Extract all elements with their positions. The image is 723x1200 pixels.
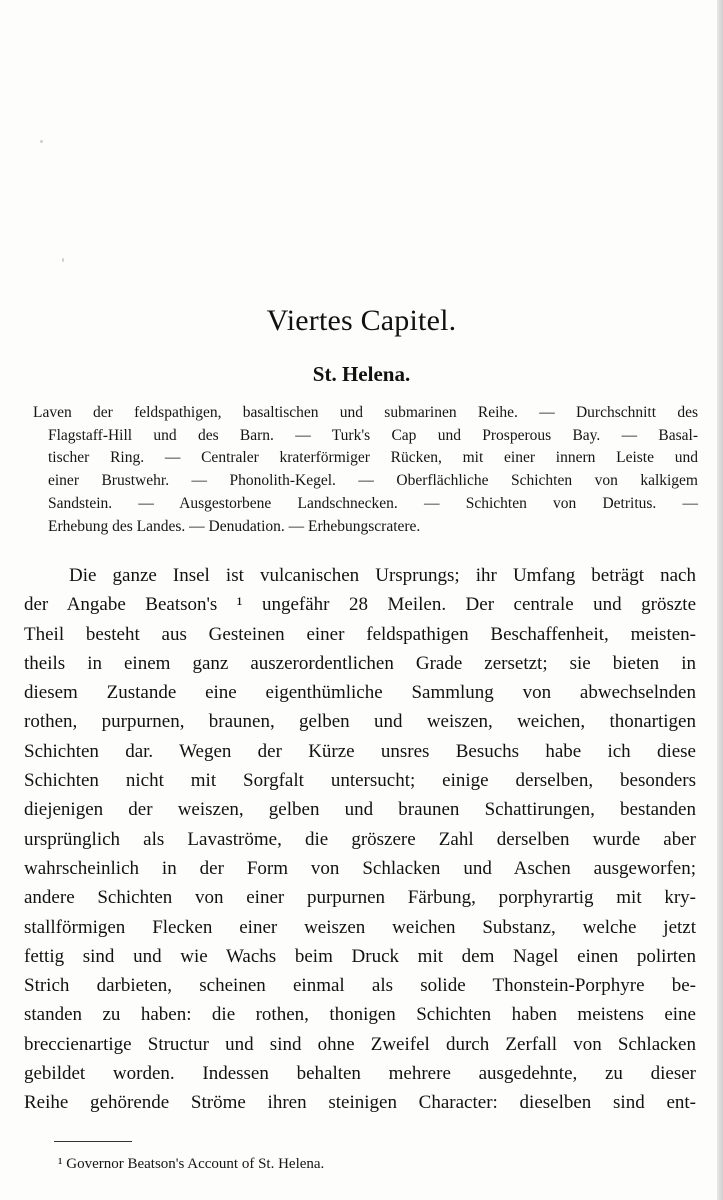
chapter-title: Viertes Capitel.	[266, 304, 457, 337]
paper-speck	[40, 140, 43, 143]
body-line: wahrscheinlich in der Form von Schlacken und Aschen ausgeworfen;	[24, 857, 696, 879]
body-line: Die ganze Insel ist vulcanischen Ursprungs; ihr Umfang beträgt nach	[69, 565, 696, 586]
body-line: fettig sind und wie Wachs beim Druck mit dem Nagel einen polirten	[24, 945, 696, 967]
body-line: der Angabe Beatson's ¹ ungefähr 28 Meilen. Der centrale und gröszte	[24, 594, 696, 616]
footnote: ¹ Governor Beatson's Account of St. Helena.	[58, 1156, 325, 1172]
body-line: theils in einem ganz auszerordentlichen Grade zersetzt; sie bieten in	[24, 652, 696, 674]
body-line: Strich darbieten, scheinen einmal als solide Thonstein-Porphyre be-	[24, 975, 696, 997]
body-line: Schichten nicht mit Sorgfalt untersucht; einige derselben, besonders	[24, 770, 696, 792]
body-paragraph	[24, 561, 696, 1118]
footnote-rule	[54, 1141, 132, 1142]
body-line: breccienartige Structur und sind ohne Zweifel durch Zerfall von Schlacken	[24, 1033, 696, 1055]
body-line: diejenigen der weiszen, gelben und braunen Schattirungen, bestanden	[24, 799, 696, 821]
body-line: andere Schichten von einer purpurnen Färbung, porphyrartig mit kry-	[24, 887, 696, 909]
page-edge-shadow	[717, 0, 723, 1200]
body-line: gebildet worden. Indessen behalten mehrere ausgedehnte, zu dieser	[24, 1063, 696, 1085]
chapter-subtitle: St. Helena.	[312, 362, 411, 386]
body-line: standen zu haben: die rothen, thonigen Schichten haben meistens eine	[24, 1004, 696, 1026]
summary-line: Flagstaff-Hill und des Barn. — Turk's Cap und Prosperous Bay. — Basal-	[48, 426, 698, 444]
body-line: ursprünglich als Lavaströme, die gröszere Zahl derselben wurde aber	[24, 828, 696, 850]
summary-line: einer Brustwehr. — Phonolith-Kegel. — Oberflächliche Schichten von kalkigem	[48, 472, 698, 490]
summary-line: tischer Ring. — Centraler kraterförmiger Rücken, mit einer innern Leiste und	[48, 449, 698, 467]
summary-line: Erhebung des Landes. — Denudation. — Erhebungscratere.	[48, 517, 421, 535]
body-line: Theil besteht aus Gesteinen einer feldspathigen Beschaffenheit, meisten-	[24, 623, 696, 645]
paper-speck	[62, 258, 64, 262]
chapter-summary	[33, 402, 698, 538]
body-line: diesem Zustande eine eigenthümliche Sammlung von abwechselnden	[24, 682, 696, 704]
body-line: Schichten dar. Wegen der Kürze unsres Besuchs habe ich diese	[24, 740, 696, 762]
body-line: stallförmigen Flecken einer weiszen weichen Substanz, welche jetzt	[24, 916, 696, 938]
summary-line: Laven der feldspathigen, basaltischen und submarinen Reihe. — Durchschnitt des	[33, 404, 698, 421]
summary-line: Sandstein. — Ausgestorbene Landschnecken. — Schichten von Detritus. —	[48, 494, 698, 512]
body-line: Reihe gehörende Ströme ihren steinigen Character: dieselben sind ent-	[24, 1092, 696, 1114]
body-line: rothen, purpurnen, braunen, gelben und weiszen, weichen, thonartigen	[24, 711, 696, 733]
